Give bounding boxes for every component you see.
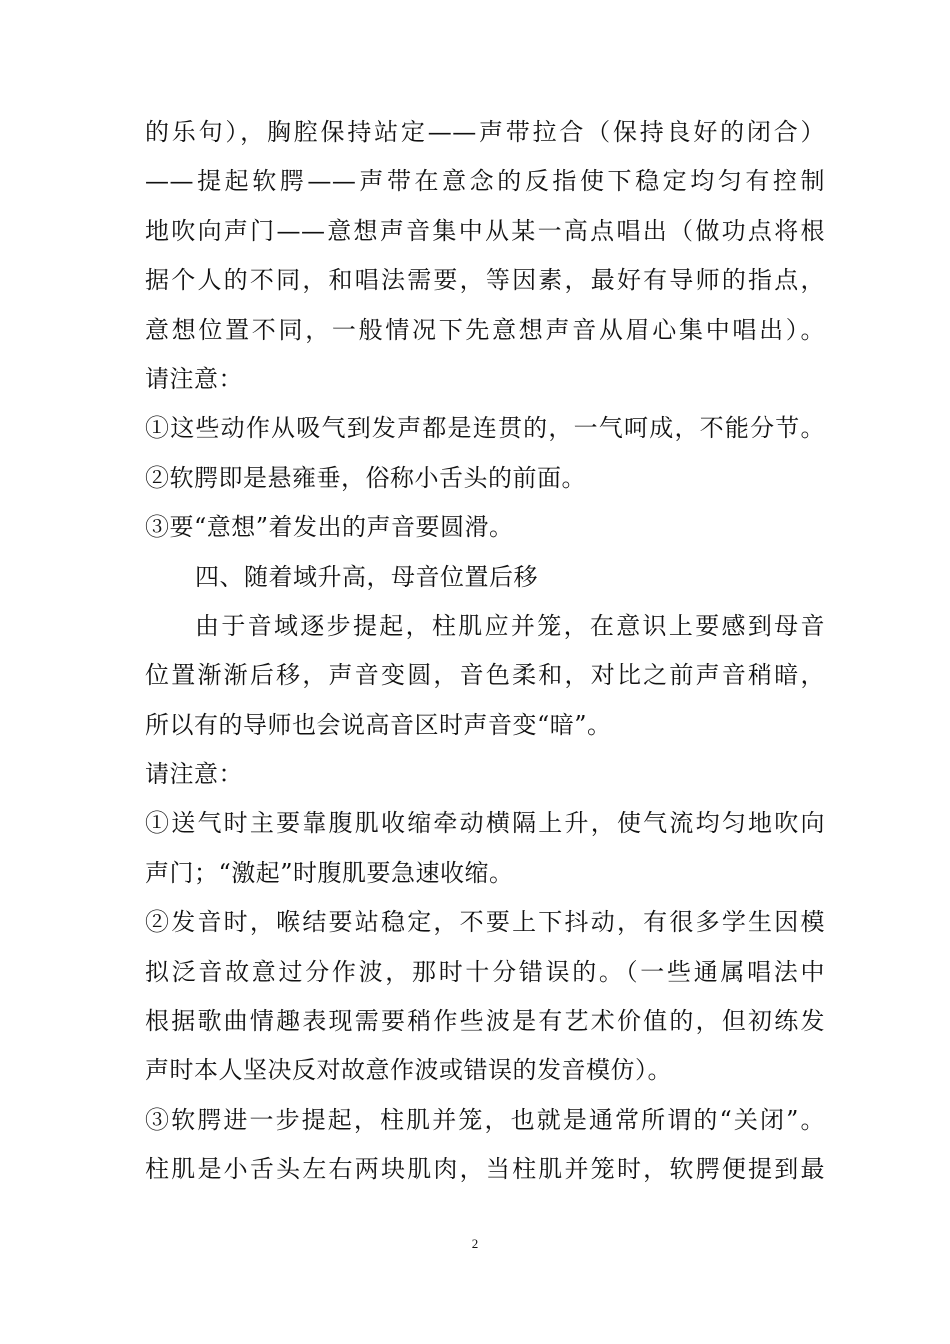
text-line: 柱肌是小舌头左右两块肌肉，当柱肌并笼时，软腭便提到最 (145, 1155, 825, 1184)
text-line: 根据歌曲情趣表现需要稍作些波是有艺术价值的，但初练发 (145, 1007, 825, 1036)
text-line: 由于音域逐步提起，柱肌应并笼，在意识上要感到母音 (195, 611, 825, 640)
section-heading: 四、随着域升高，母音位置后移 (195, 562, 538, 591)
text-line: 位置渐渐后移，声音变圆，音色柔和，对比之前声音稍暗， (145, 661, 825, 690)
list-item: ②发音时，喉结要站稳定，不要上下抖动，有很多学生因模 (145, 908, 825, 937)
page-number: 2 (471, 1236, 479, 1251)
text-line: 声时本人坚决反对故意作波或错误的发音模仿）。 (145, 1056, 672, 1085)
text-line: 据个人的不同，和唱法需要，等因素，最好有导师的指点， (145, 266, 825, 295)
text-line: ——提起软腭——声带在意念的反指使下稳定均匀有控制 (145, 167, 825, 196)
note-heading: 请注意： (145, 364, 243, 393)
list-item: ①送气时主要靠腹肌收缩牵动横隔上升，使气流均匀地吹向 (145, 809, 825, 838)
list-item: ③要“意想”着发出的声音要圆滑。 (145, 513, 514, 542)
text-line: 声门；“激起”时腹肌要急速收缩。 (145, 858, 514, 887)
note-heading: 请注意： (145, 760, 243, 789)
body-text (145, 108, 825, 1195)
text-line: 地吹向声门——意想声音集中从某一高点唱出（做功点将根 (145, 216, 825, 245)
text-line: 意想位置不同，一般情况下先意想声音从眉心集中唱出）。 (145, 315, 825, 344)
text-line: 所以有的导师也会说高音区时声音变“暗”。 (145, 710, 612, 739)
text-line: 拟泛音故意过分作波，那时十分错误的。（一些通属唱法中 (145, 957, 825, 986)
list-item: ①这些动作从吸气到发声都是连贯的，一气呵成，不能分节。 (145, 414, 825, 443)
text-line: 的乐句），胸腔保持站定——声带拉合（保持良好的闭合） (145, 118, 825, 146)
list-item: ③软腭进一步提起，柱肌并笼，也就是通常所谓的“关闭”。 (145, 1105, 825, 1134)
list-item: ②软腭即是悬雍垂，俗称小舌头的前面。 (145, 463, 586, 492)
